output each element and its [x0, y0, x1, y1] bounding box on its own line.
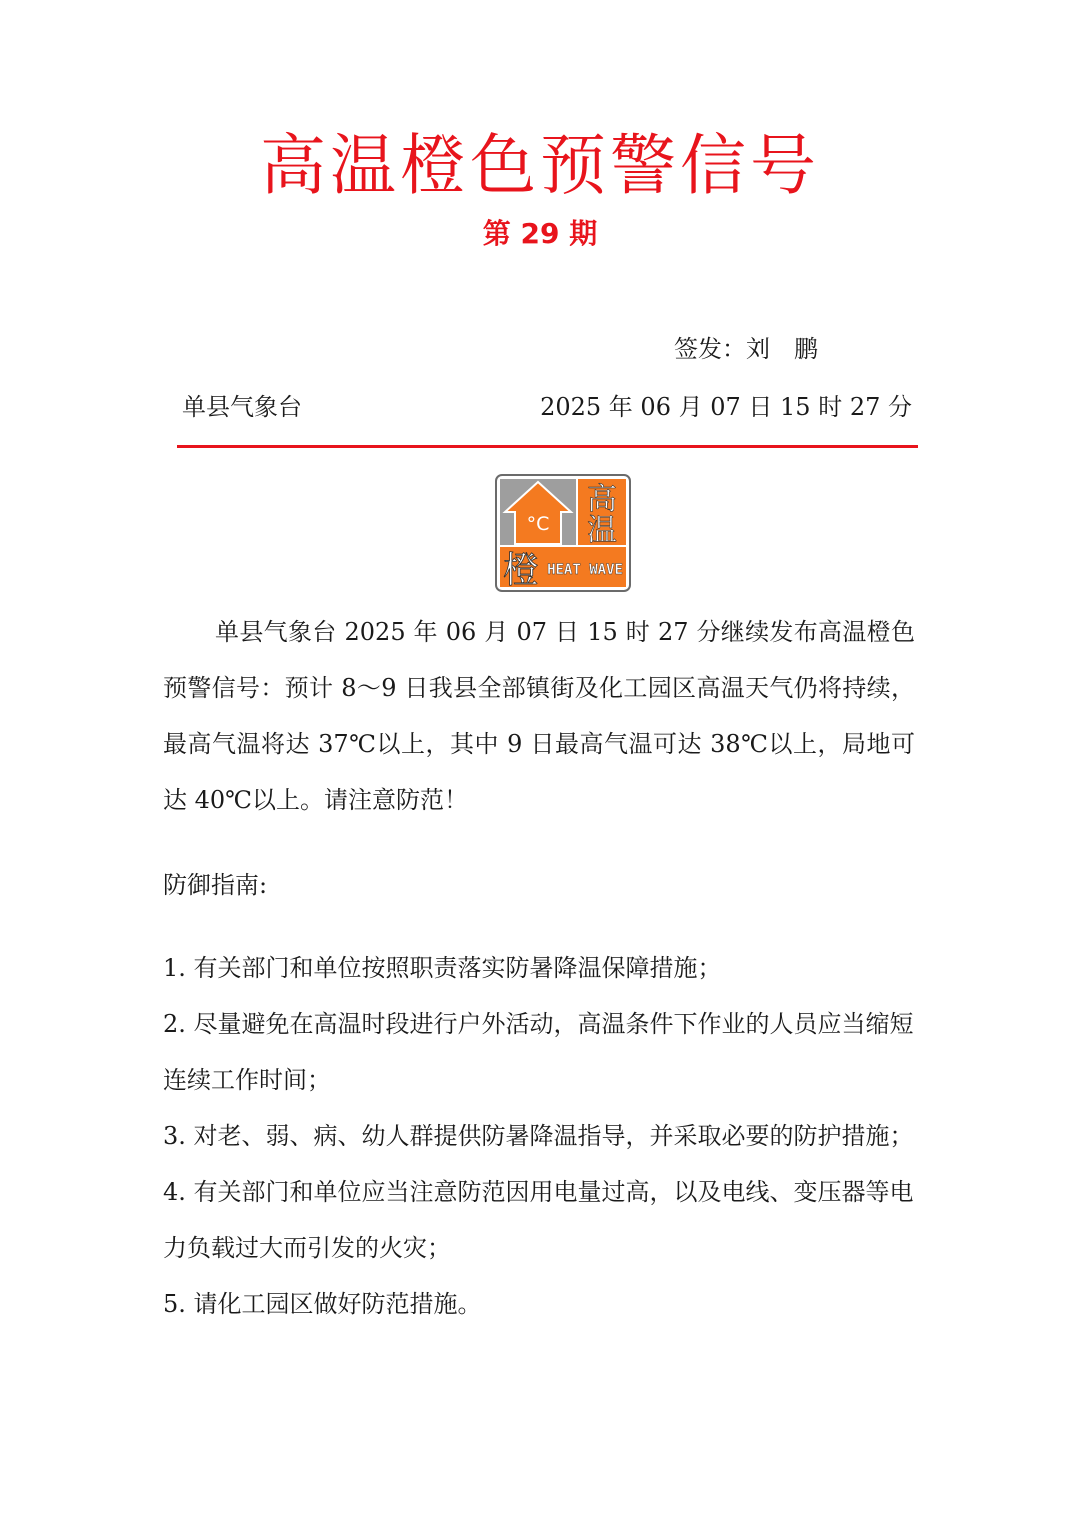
heat-wave-orange-badge — [495, 474, 631, 592]
badge-char-mid: 温 — [587, 513, 617, 548]
guide-item: 3. 对老、弱、病、幼人群提供防暑降温指导，并采取必要的防护措施； — [163, 1122, 914, 1150]
red-divider — [177, 445, 918, 448]
issue-datetime: 2025 年 06 月 07 日 15 时 27 分 — [540, 393, 912, 421]
issue-number: 第 29 期 — [482, 217, 598, 250]
badge-english: HEAT WAVE — [547, 562, 623, 578]
badge-level-char: 橙 — [502, 550, 540, 591]
guide-item: 5. 请化工园区做好防范措施。 — [163, 1290, 482, 1318]
guide-item: 2. 尽量避免在高温时段进行户外活动，高温条件下作业的人员应当缩短连续工作时间； — [163, 1010, 914, 1094]
badge-char-top: 高 — [587, 482, 617, 517]
issuing-organization: 单县气象台 — [182, 393, 302, 421]
badge-unit: °C — [526, 513, 550, 535]
warning-paragraph: 单县气象台 2025 年 06 月 07 日 15 时 27 分继续发布高温橙色预警信号：预计 8～9 日我县全部镇街及化工园区高温天气仍将持续，最高气温将达 37℃以上，其中 9 日最高气温可达 38℃以上，局地可达 40℃以上。请注意防范！ — [163, 618, 915, 814]
guide-list — [163, 940, 915, 1332]
heat-wave-badge-icon — [495, 474, 631, 592]
guide-item: 1. 有关部门和单位按照职责落实防暑降温保障措施； — [163, 954, 722, 982]
document-title: 高温橙色预警信号 — [260, 127, 820, 204]
guide-item: 4. 有关部门和单位应当注意防范因用电量过高，以及电线、变压器等电力负载过大而引发的火灾； — [163, 1178, 914, 1262]
guide-heading: 防御指南: — [163, 871, 268, 899]
signer: 签发：刘 鹏 — [674, 335, 818, 363]
